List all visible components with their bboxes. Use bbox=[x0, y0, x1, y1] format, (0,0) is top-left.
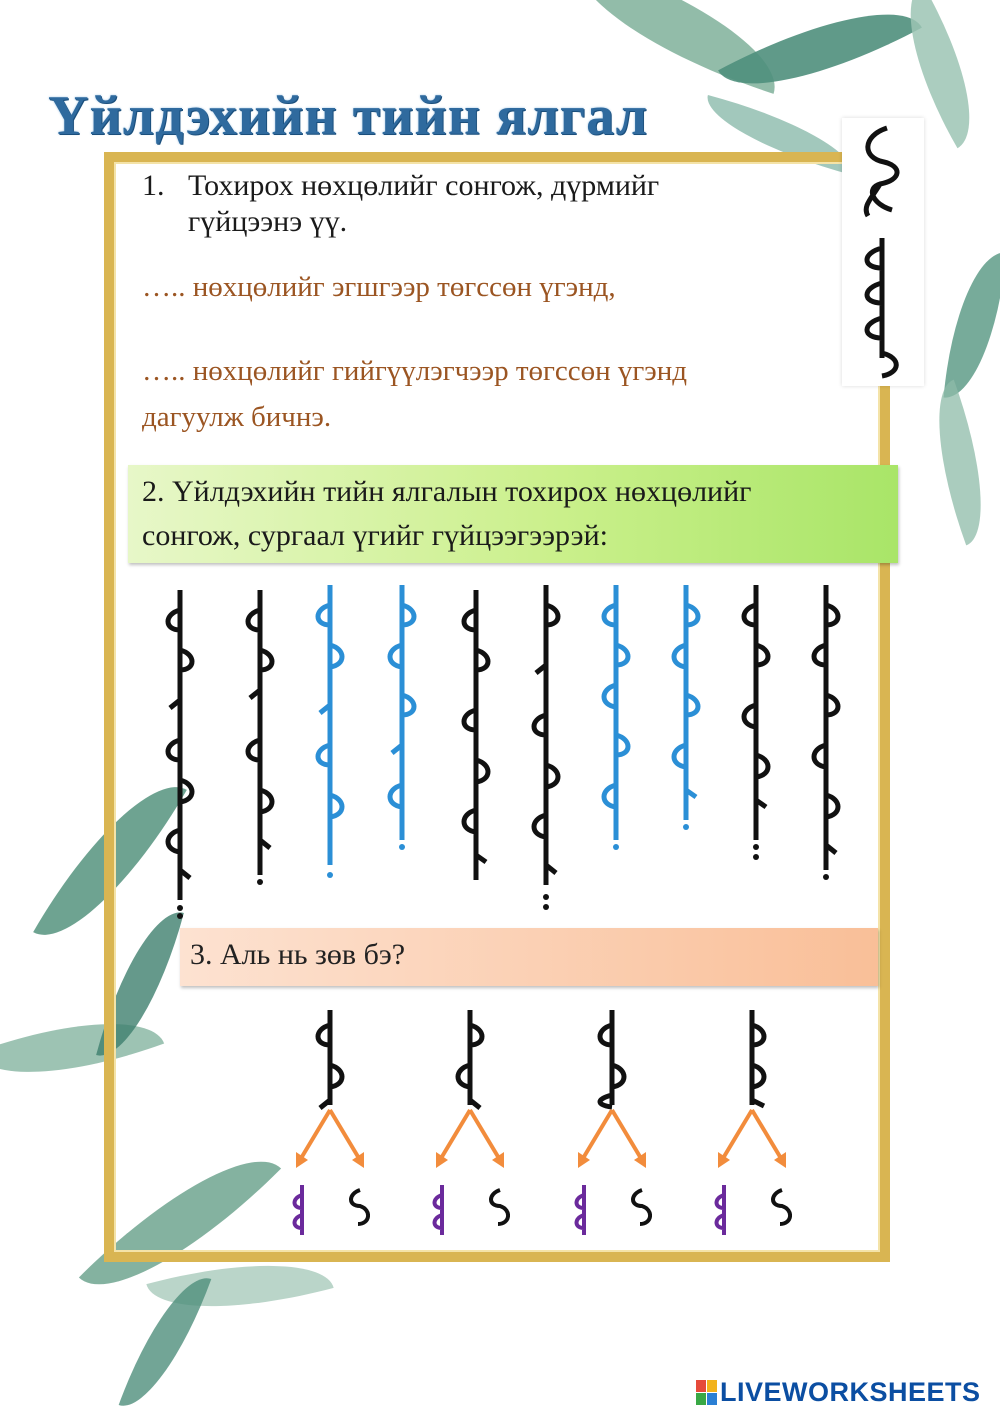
mongolian-suffix-glyphs bbox=[842, 118, 924, 386]
question-1-number: 1. bbox=[142, 169, 165, 202]
question-1 bbox=[142, 168, 822, 240]
proverb-column-2 bbox=[240, 590, 280, 890]
proverb-column-4 bbox=[382, 585, 422, 855]
choice-group-2 bbox=[430, 1010, 510, 1240]
choice-group-4 bbox=[712, 1010, 792, 1240]
question-1-line1: Тохирох нөхцөлийг сонгож, дүрмийг bbox=[188, 169, 660, 202]
proverb-column-6 bbox=[526, 585, 566, 915]
choice-group-1 bbox=[290, 1010, 370, 1240]
suffix-options-box bbox=[842, 118, 924, 386]
proverb-column-9 bbox=[736, 585, 776, 865]
choice-group-3 bbox=[572, 1010, 652, 1240]
proverb-column-10 bbox=[806, 585, 846, 885]
proverb-column-8 bbox=[666, 585, 706, 835]
page-title: Үйлдэхийн тийн ялгал bbox=[48, 85, 649, 147]
question-2-line2: сонгож, сургаал үгийг гүйцээгээрэй: bbox=[142, 519, 608, 552]
proverb-column-5 bbox=[456, 590, 496, 890]
logo-badge-icon bbox=[696, 1380, 717, 1405]
rule-fill-2[interactable]: ….. нөхцөлийг гийгүүлэгчээр төгссөн үгэнд bbox=[142, 355, 688, 387]
proverb-column-1 bbox=[160, 590, 200, 920]
rule-fill-1[interactable]: ….. нөхцөлийг эгшгээр төгссөн үгэнд, bbox=[142, 271, 616, 303]
proverb-column-3 bbox=[310, 585, 350, 885]
liveworksheets-logo bbox=[696, 1378, 981, 1406]
logo-text: LIVEWORKSHEETS bbox=[720, 1376, 981, 1407]
proverb-column-7 bbox=[596, 585, 636, 855]
question-2 bbox=[142, 470, 882, 558]
question-3: 3. Аль нь зөв бэ? bbox=[190, 938, 406, 971]
question-2-line1: 2. Үйлдэхийн тийн ялгалын тохирох нөхцөлийг bbox=[142, 475, 752, 508]
question-1-line2: гүйцээнэ үү. bbox=[188, 205, 348, 238]
rule-fill-3: дагуулж бичнэ. bbox=[142, 401, 332, 433]
